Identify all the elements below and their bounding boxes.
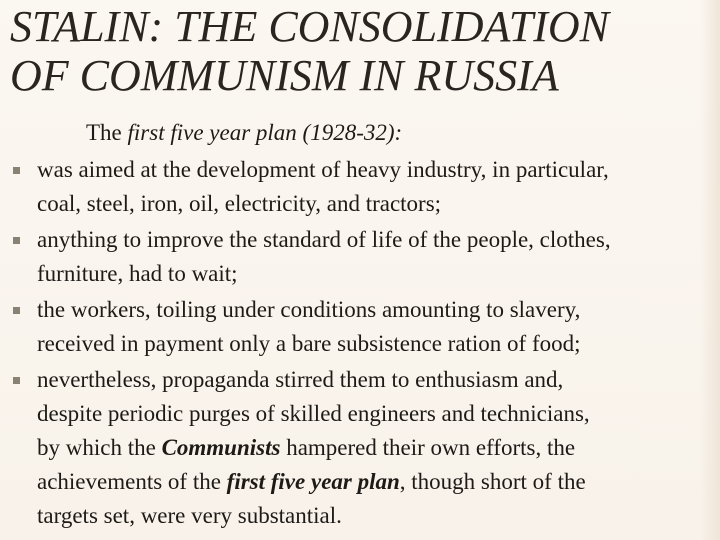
bullet-line: coal, steel, iron, oil, electricity, and tractors; — [37, 191, 442, 216]
bullet-line: received in payment only a bare subsistence ration of food; — [37, 331, 581, 356]
square-bullet-icon — [13, 167, 20, 174]
bullet-line: furniture, had to wait; — [37, 261, 238, 286]
bullet-item — [0, 293, 720, 361]
bullet-text — [37, 363, 714, 533]
text-run: , though short of the — [399, 469, 586, 494]
square-bullet-icon — [13, 307, 20, 314]
bullet-line: the workers, toiling under conditions amounting to slavery, — [37, 297, 581, 322]
slide-title-line: STALIN: THE CONSOLIDATION — [10, 2, 609, 51]
bullet-line: targets set, were very substantial. — [37, 503, 342, 528]
bullet-text — [37, 293, 714, 361]
bullet-text — [37, 223, 714, 291]
emphasis-communists: Communists — [161, 435, 281, 460]
bullet-list — [0, 153, 720, 535]
slide-title-line: OF COMMUNISM IN RUSSIA — [10, 51, 559, 100]
bullet-item — [0, 153, 720, 221]
intro-line — [86, 116, 402, 150]
text-run: by which the — [37, 435, 162, 460]
bullet-line: anything to improve the standard of life of the people, clothes, — [37, 227, 611, 252]
bullet-line — [37, 431, 714, 465]
bullet-item — [0, 223, 720, 291]
slide-title — [10, 2, 700, 100]
square-bullet-icon — [13, 377, 20, 384]
bullet-line: was aimed at the development of heavy industry, in particular, — [37, 157, 609, 182]
bullet-line — [37, 465, 714, 499]
intro-prefix: The — [86, 120, 128, 145]
square-bullet-icon — [13, 237, 20, 244]
text-run: achievements of the — [37, 469, 227, 494]
text-run: hampered their own efforts, the — [280, 435, 576, 460]
bullet-line: nevertheless, propaganda stirred them to enthusiasm and, — [37, 367, 564, 392]
bullet-line: despite periodic purges of skilled engineers and technicians, — [37, 401, 590, 426]
intro-emphasis: first five year plan (1928-32): — [127, 120, 403, 145]
bullet-text — [37, 153, 714, 221]
bullet-item — [0, 363, 720, 533]
emphasis-five-year-plan: first five year plan — [226, 469, 400, 494]
